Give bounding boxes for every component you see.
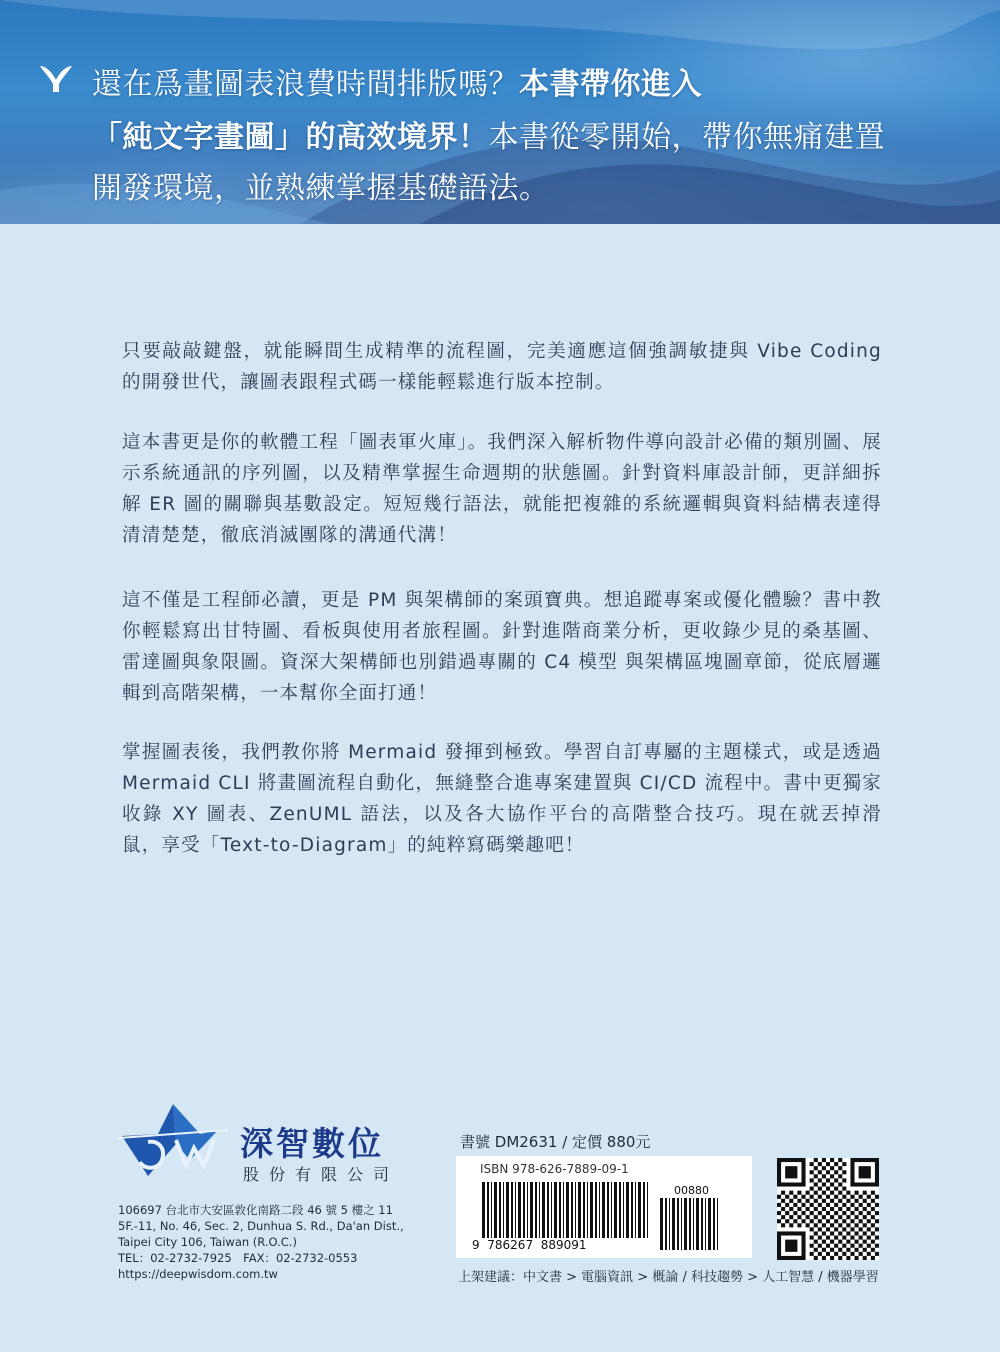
publisher-address: [118, 1202, 404, 1282]
address-line: 5F.-11, No. 46, Sec. 2, Dunhua S. Rd., Da'an Dist.,: [118, 1219, 404, 1233]
paragraph-1: 只要敲敲鍵盤，就能瞬間生成精準的流程圖，完美適應這個強調敏捷與 Vibe Coding 的開發世代，讓圖表跟程式碼一樣能輕鬆進行版本控制。: [122, 341, 882, 393]
paragraph-3: 這不僅是工程師必讀，更是 PM 與架構師的案頭寶典。想追蹤專案或優化體驗？書中教你輕鬆寫出甘特圖、看板與使用者旅程圖。針對進階商業分析，更收錄少見的桑基圖、雷達圖與象限圖。資深大架構師也別錯過專關的 C4 模型 與架構區塊圖章節，從底層邏輯到高階架構，一本幫你全面打通！: [122, 590, 882, 704]
banner-line-1: 還在爲畫圖表浪費時間排版嗎？本書帶你進入: [92, 67, 702, 102]
contact-line: TEL：02-2732-7925 FAX：02-2732-0553: [118, 1251, 358, 1265]
publisher-subtitle: 股份有限公司: [243, 1165, 400, 1184]
isbn-barcode: [456, 1156, 752, 1258]
barcode-bars: [482, 1182, 650, 1238]
addon-digits: 00880: [674, 1184, 709, 1197]
publisher-name: 深智數位: [240, 1124, 384, 1163]
website-link[interactable]: https://deepwisdom.com.tw: [118, 1267, 278, 1281]
paragraph-2: 這本書更是你的軟體工程「圖表軍火庫」。我們深入解析物件導向設計必備的類別圖、展示系統通訊的序列圖，以及精準掌握生命週期的狀態圖。針對資料庫設計師，更詳細拆解 ER 圖的關聯與基數設定。短短幾行語法，就能把複雜的系統邏輯與資料結構表達得清清楚楚，徹底消滅團隊的溝通代溝！: [122, 432, 882, 546]
barcode-digits: 9 786267 889091: [472, 1238, 587, 1252]
banner-line-2: 「純文字畫圖」的高效境界！本書從零開始，帶你無痛建置: [92, 120, 885, 155]
shelf-suggestion: 上架建議：中文書 > 電腦資訊 > 概論 / 科技趨勢 > 人工智慧 / 機器學習: [458, 1270, 879, 1285]
banner-line-3: 開發環境，並熟練掌握基礎語法。: [92, 171, 550, 206]
qr-code-icon: [777, 1158, 879, 1260]
book-number-price: 書號 DM2631 / 定價 880元: [460, 1133, 651, 1151]
isbn-text: ISBN 978-626-7889-09-1: [480, 1162, 629, 1176]
y-logo-icon: [38, 62, 74, 94]
header-banner: [0, 0, 1000, 224]
addon-barcode-bars: [660, 1198, 720, 1250]
publisher-logo-icon: [118, 1100, 228, 1180]
paragraph-4: 掌握圖表後，我們教你將 Mermaid 發揮到極致。學習自訂專屬的主題樣式，或是透過 Mermaid CLI 將畫圖流程自動化，無縫整合進專案建置與 CI/CD 流程中。書中更獨家收錄 XY 圖表、ZenUML 語法，以及各大協作平台的高階整合技巧。現在就丟掉滑鼠，享受「Text-to-Diagram」的純粹寫碼樂趣吧！: [122, 742, 882, 856]
address-line: 106697 台北市大安區敦化南路二段 46 號 5 樓之 11: [118, 1203, 393, 1217]
address-line: Taipei City 106, Taiwan (R.O.C.): [118, 1235, 297, 1249]
